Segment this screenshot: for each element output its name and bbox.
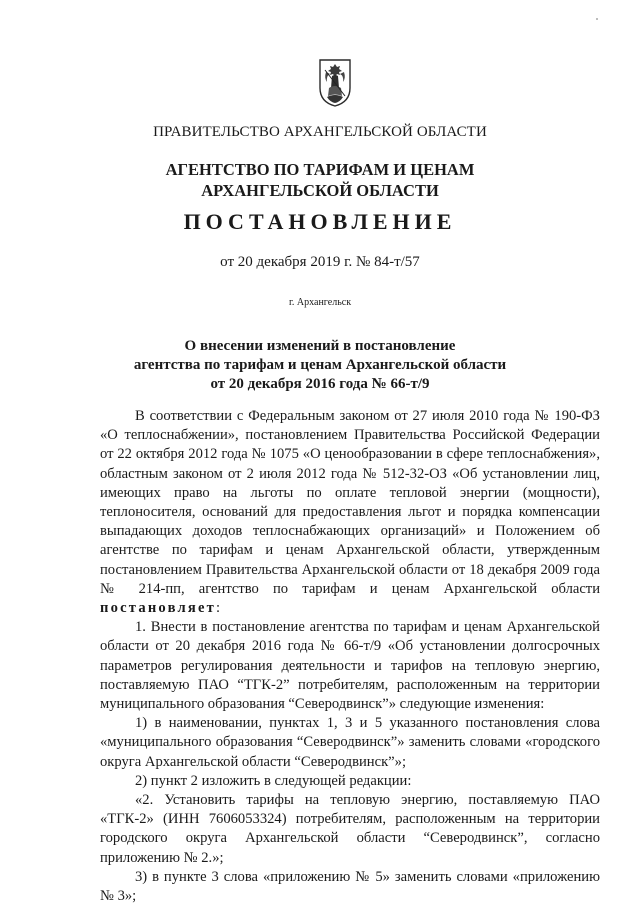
subject-line2: агентства по тарифам и ценам Архангельской области — [133, 357, 507, 373]
document-subject — [0, 337, 640, 394]
paragraph-preamble — [100, 407, 600, 618]
preamble-text: В соответствии с Федеральным законом от 27 июля 2010 года № 190-ФЗ «О теплоснабжении», постановлением Правительства Российской Федерации от 22 октября 2012 года № 1075 «О ценообразовании в сфере теплоснабжения», областным законом от 2 июля 2012 года № 512-32-ОЗ «Об установлении лиц, имеющих право на льготы по оплате тепловой энергии (мощности), теплоносителя, оснований для предоставления льгот и порядка компенсации выпадающих доходов теплоснабжающих организаций» и Положением об агентстве по тарифам и ценам Архангельской области, утвержденным постановлением Правительства Архангельской области от 18 декабря 2009 года № 214-пп, агентство по тарифам и ценам Архангельской области — [100, 408, 600, 597]
scan-mark — [596, 18, 598, 20]
subject-line3: от 20 декабря 2016 года № 66-т/9 — [210, 376, 430, 392]
paragraph-subitem-3: 3) в пункте 3 слова «приложению № 5» заменить словами «приложению № 3»; — [100, 868, 600, 905]
document-date-number: от 20 декабря 2019 г. № 84-т/57 — [220, 254, 420, 270]
coat-of-arms-icon — [318, 58, 352, 108]
resolves-word: постановляет — [100, 600, 216, 617]
document-body — [100, 407, 600, 906]
subject-line1: О внесении изменений в постановление — [184, 338, 456, 354]
agency-name-line2: АРХАНГЕЛЬСКОЙ ОБЛАСТИ — [201, 181, 439, 200]
document-city: г. Архангельск — [288, 297, 352, 308]
agency-name — [0, 159, 640, 201]
document-type: ПОСТАНОВЛЕНИЕ — [183, 209, 457, 234]
paragraph-item-1: 1. Внести в постановление агентства по тарифам и ценам Архангельской области от 20 декабря 2016 года № 66-т/9 «Об установлении долгосрочных параметров регулирования деятельности и тарифов на тепловую энергию, поставляемую ПАО “ТГК-2” потребителям, расположенным на территории муниципального образования “Северодвинск”» следующие изменения: — [100, 619, 600, 713]
government-name: ПРАВИТЕЛЬСТВО АРХАНГЕЛЬСКОЙ ОБЛАСТИ — [153, 124, 487, 140]
preamble-colon: : — [216, 600, 221, 617]
paragraph-quote-2: «2. Установить тарифы на тепловую энергию, поставляемую ПАО «ТГК-2» (ИНН 7606053324) потребителям, расположенным на территории городского округа Архангельской области “Северодвинск”, согласно приложению № 2.»; — [100, 792, 600, 866]
paragraph-subitem-1: 1) в наименовании, пунктах 1, 3 и 5 указанного постановления слова «муниципального образования “Северодвинск”» заменить словами «городского округа Архангельской области “Северодвинск”»; — [100, 715, 600, 770]
agency-name-line1: АГЕНТСТВО ПО ТАРИФАМ И ЦЕНАМ — [165, 160, 475, 179]
paragraph-subitem-2: 2) пункт 2 изложить в следующей редакции: — [135, 772, 412, 789]
